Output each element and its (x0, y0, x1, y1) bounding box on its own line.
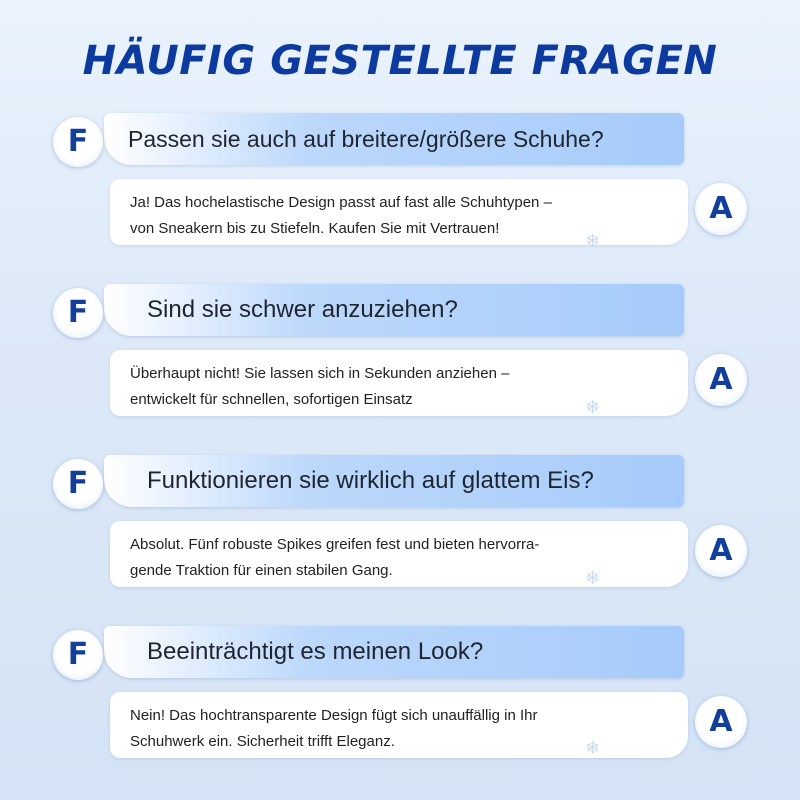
answer-badge: A (695, 354, 747, 406)
question-text: Sind sie schwer anzuziehen? (147, 296, 458, 323)
question-badge: F (53, 630, 103, 680)
question-text: Passen sie auch auf breitere/größere Schuhe? (128, 126, 604, 152)
answer-box (110, 692, 688, 758)
question-badge: F (53, 459, 103, 509)
snowflake-icon: ❄ (585, 568, 601, 589)
answer-text: Ja! Das hochelastische Design passt auf fast alle Schuhtypen – von Sneakern bis zu Stiefeln. Kaufen Sie mit Vertrauen! (130, 194, 552, 237)
answer-text: Nein! Das hochtransparente Design fügt sich unauffällig in Ihr Schuhwerk ein. Sicherheit trifft Eleganz. (130, 707, 538, 750)
answer-box (110, 179, 688, 245)
answer-box (110, 521, 688, 587)
answer-box (110, 350, 688, 416)
snowflake-icon: ❄ (585, 738, 601, 759)
answer-text: Absolut. Fünf robuste Spikes greifen fest und bieten hervorra- gende Traktion für einen stabilen Gang. (130, 536, 540, 579)
question-text: Funktionieren sie wirklich auf glattem Eis? (147, 467, 594, 494)
snowflake-icon: ❄ (585, 231, 601, 252)
faq-item-1 (0, 113, 800, 263)
answer-badge: A (695, 525, 747, 577)
question-text: Beeinträchtigt es meinen Look? (147, 638, 484, 665)
answer-text: Überhaupt nicht! Sie lassen sich in Sekunden anziehen – entwickelt für schnellen, sofortigen Einsatz (130, 365, 510, 408)
answer-badge: A (695, 696, 747, 748)
answer-badge: A (695, 183, 747, 235)
faq-item-3 (0, 455, 800, 605)
snowflake-icon: ❄ (585, 397, 601, 418)
question-badge: F (53, 288, 103, 338)
faq-item-2 (0, 284, 800, 434)
faq-item-4 (0, 626, 800, 776)
question-badge: F (53, 117, 103, 167)
page-title: HÄUFIG GESTELLTE FRAGEN (82, 38, 718, 84)
